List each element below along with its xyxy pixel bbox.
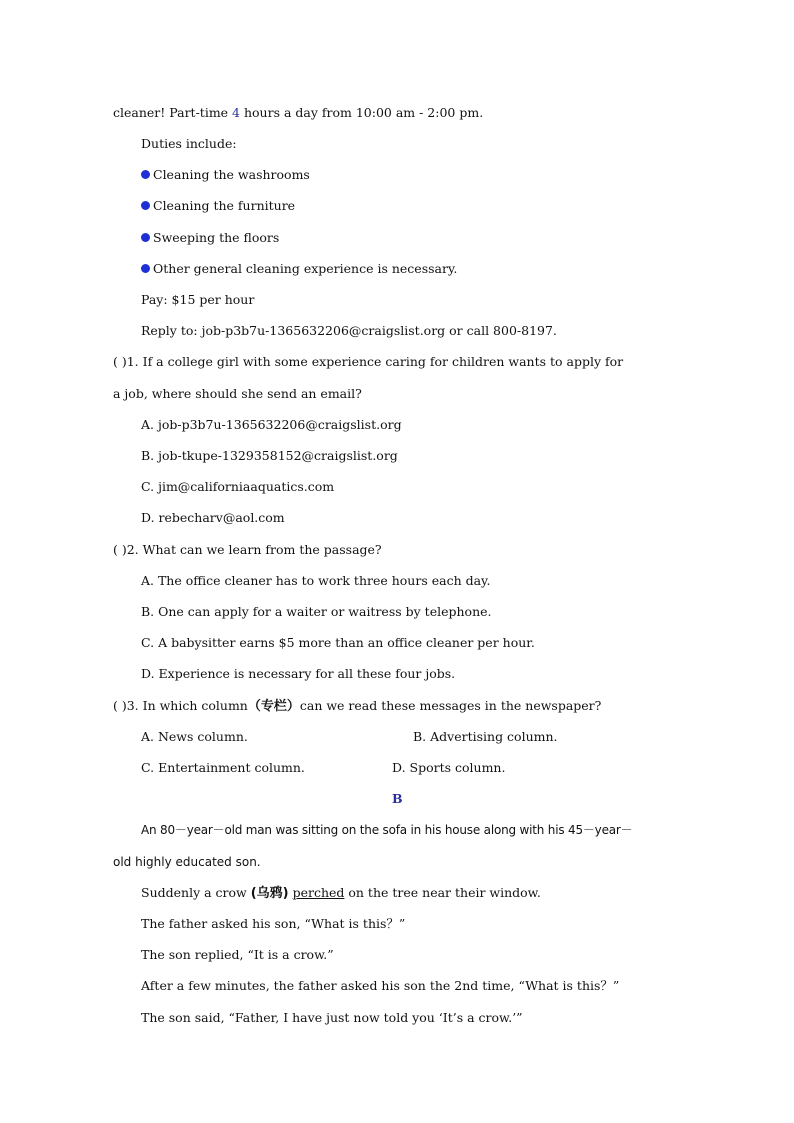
chinese-gloss: （专栏） xyxy=(247,699,300,714)
duty-item xyxy=(141,229,279,247)
option-a: A. job-p3b7u-1365632206@craigslist.org xyxy=(141,417,402,432)
duty-text: Cleaning the washrooms xyxy=(153,167,310,182)
option-c: C. jim@californiaaquatics.com xyxy=(141,479,335,494)
question-3 xyxy=(113,697,601,716)
intro-rest: hours a day from 10:00 am - 2:00 pm. xyxy=(240,105,484,120)
story-paragraph-6: The son said, “Father, I have just now told you ‘It’s a crow.’” xyxy=(141,1010,523,1025)
question-text: What can we learn from the passage? xyxy=(142,542,382,557)
option-c: C. Entertainment column. xyxy=(141,760,305,775)
story-paragraph-2 xyxy=(141,884,541,903)
question-prefix: ( )2. xyxy=(113,542,143,557)
duty-text: Sweeping the floors xyxy=(153,230,280,245)
job-ad-intro xyxy=(113,104,483,122)
question-prefix: ( )1. xyxy=(113,354,143,369)
bullet-icon xyxy=(141,170,150,179)
section-heading: B xyxy=(392,791,403,806)
option-d: D. rebecharv@aol.com xyxy=(141,510,285,525)
option-a: A. The office cleaner has to work three hours each day. xyxy=(141,573,491,588)
question-2 xyxy=(113,541,382,559)
underlined-word: perched xyxy=(292,885,345,900)
duty-text: Cleaning the furniture xyxy=(153,198,296,213)
question-text: If a college girl with some experience caring for children wants to apply for xyxy=(142,354,624,369)
bullet-icon xyxy=(141,233,150,242)
story-paragraph-5: After a few minutes, the father asked his son the 2nd time, “What is this？” xyxy=(141,978,620,993)
intro-hours: 4 xyxy=(232,105,240,120)
pay-line: Pay: $15 per hour xyxy=(141,292,255,307)
story-paragraph-1-continued: old highly educated son. xyxy=(113,855,261,869)
duty-item xyxy=(141,260,457,278)
question-text-rest: can we read these messages in the newspaper? xyxy=(299,698,602,713)
chinese-gloss: (乌鸦) xyxy=(250,886,289,901)
question-1 xyxy=(113,353,623,371)
duties-title: Duties include: xyxy=(141,136,237,151)
story-paragraph-4: The son replied, “It is a crow.” xyxy=(141,947,334,962)
option-b: B. One can apply for a waiter or waitress by telephone. xyxy=(141,604,492,619)
story-text: Suddenly a crow xyxy=(141,885,251,900)
question-prefix: ( )3. xyxy=(113,698,143,713)
duty-text: Other general cleaning experience is necessary. xyxy=(153,261,458,276)
duty-item xyxy=(141,166,310,184)
option-d: D. Sports column. xyxy=(392,760,506,775)
duty-item xyxy=(141,197,295,215)
story-paragraph-3: The father asked his son, “What is this？” xyxy=(141,916,406,931)
option-c: C. A babysitter earns $5 more than an office cleaner per hour. xyxy=(141,635,535,650)
option-b: B. job-tkupe-1329358152@craigslist.org xyxy=(141,448,398,463)
intro-text: cleaner! Part-time xyxy=(113,105,233,120)
story-text-rest: on the tree near their window. xyxy=(344,885,541,900)
option-a: A. News column. xyxy=(141,729,248,744)
reply-line: Reply to: job-p3b7u-1365632206@craigslist.org or call 800-8197. xyxy=(141,323,557,338)
option-d: D. Experience is necessary for all these four jobs. xyxy=(141,666,456,681)
question-text: In which column xyxy=(142,698,248,713)
option-b: B. Advertising column. xyxy=(413,729,558,744)
question-1-continued: a job, where should she send an email? xyxy=(113,386,362,401)
story-paragraph-1: An 80－year－old man was sitting on the sofa in his house along with his 45－year－ xyxy=(141,823,633,837)
bullet-icon xyxy=(141,264,150,273)
bullet-icon xyxy=(141,201,150,210)
